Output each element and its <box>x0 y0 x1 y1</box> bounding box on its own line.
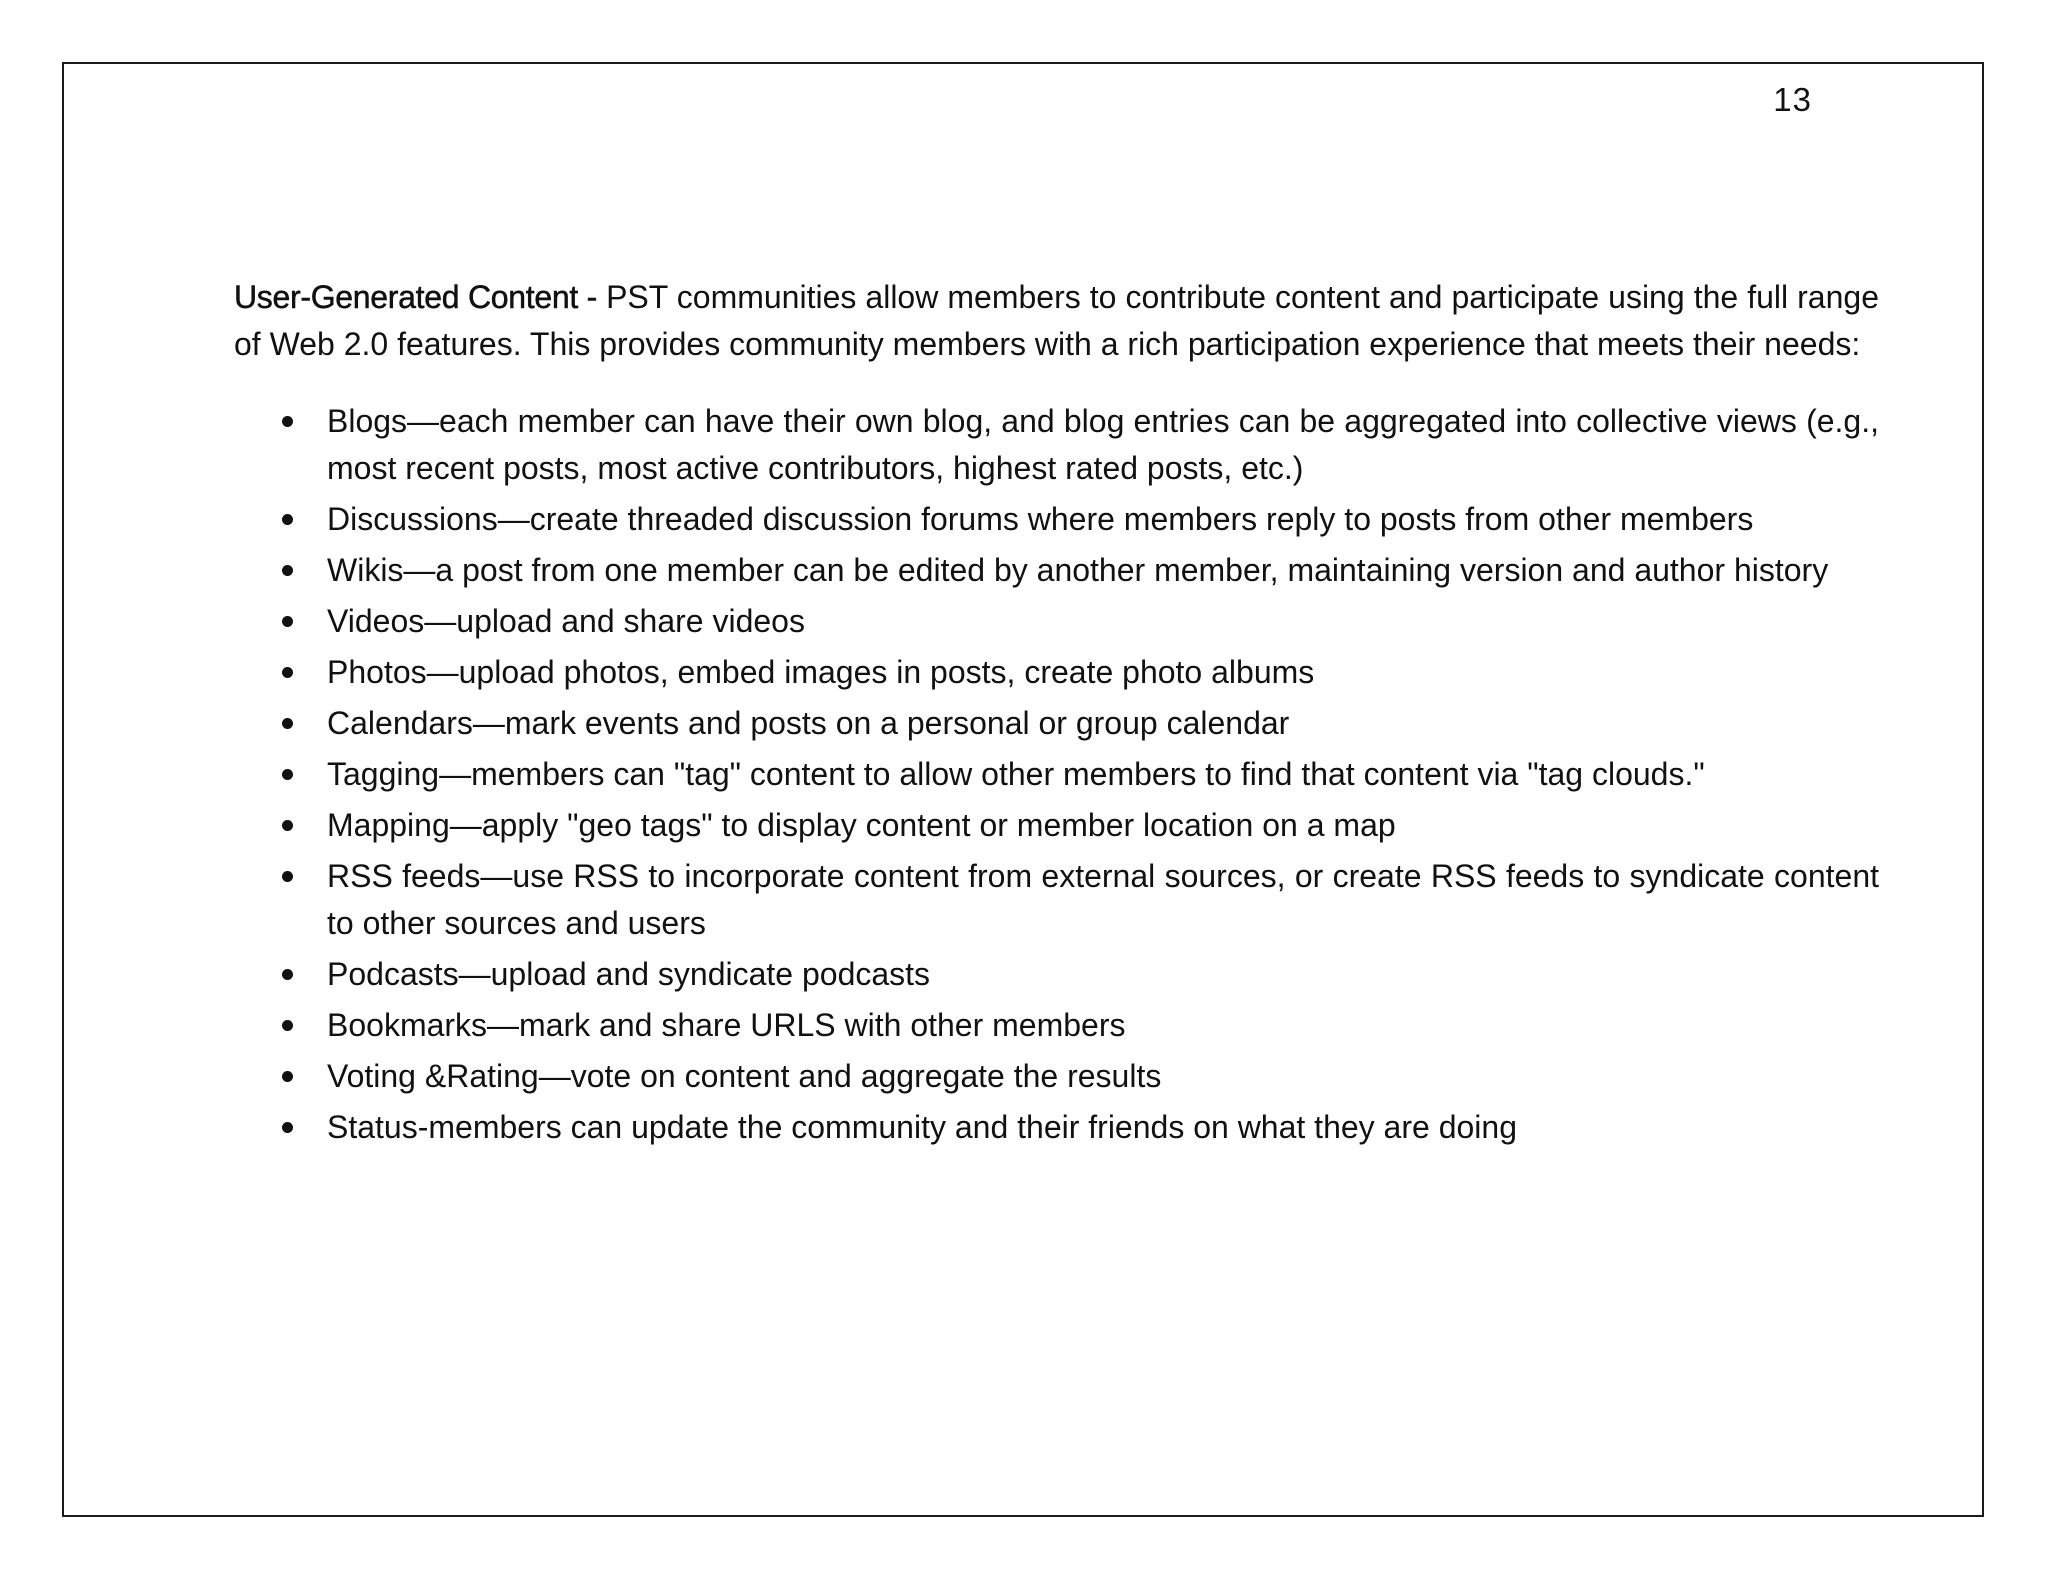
section-heading: User-Generated Content - <box>234 279 598 315</box>
bullet-icon <box>282 514 293 525</box>
list-item-text: Discussions—create threaded discussion forums where members reply to posts from other members <box>327 501 1754 537</box>
list-item-text: Voting &Rating—vote on content and aggregate the results <box>327 1058 1162 1094</box>
list-item <box>234 398 1879 492</box>
list-item-text: Blogs—each member can have their own blog, and blog entries can be aggregated into collective views (e.g., most recent posts, most active contributors, highest rated posts, etc.) <box>327 403 1879 486</box>
bullet-icon <box>282 1122 293 1133</box>
list-item-text: Wikis—a post from one member can be edited by another member, maintaining version and author history <box>327 552 1829 588</box>
list-item <box>234 547 1879 594</box>
list-item <box>234 802 1879 849</box>
bullet-icon <box>282 667 293 678</box>
list-item <box>234 649 1879 696</box>
bullet-icon <box>282 718 293 729</box>
list-item-text: Mapping—apply "geo tags" to display content or member location on a map <box>327 807 1396 843</box>
intro-paragraph <box>234 274 1879 368</box>
list-item-text: Status-members can update the community and their friends on what they are doing <box>327 1109 1517 1145</box>
list-item <box>234 1053 1879 1100</box>
bullet-icon <box>282 969 293 980</box>
feature-list <box>234 398 1879 1151</box>
list-item <box>234 700 1879 747</box>
page-number: 13 <box>1773 81 1812 118</box>
page-content <box>234 274 1879 1155</box>
list-item <box>234 1002 1879 1049</box>
list-item <box>234 951 1879 998</box>
bullet-icon <box>282 820 293 831</box>
bullet-icon <box>282 416 293 427</box>
list-item-text: Photos—upload photos, embed images in posts, create photo albums <box>327 654 1315 690</box>
list-item-text: Videos—upload and share videos <box>327 603 805 639</box>
bullet-icon <box>282 769 293 780</box>
list-item <box>234 853 1879 947</box>
list-item <box>234 496 1879 543</box>
bullet-icon <box>282 1020 293 1031</box>
page-frame <box>62 62 1984 1517</box>
intro-text: PST communities allow members to contribute content and participate using the full range of Web 2.0 features. This provides community members with a rich participation experience that meets their needs: <box>234 279 1879 362</box>
list-item-text: Calendars—mark events and posts on a personal or group calendar <box>327 705 1290 741</box>
list-item-text: Podcasts—upload and syndicate podcasts <box>327 956 931 992</box>
bullet-icon <box>282 616 293 627</box>
bullet-icon <box>282 1071 293 1082</box>
list-item <box>234 598 1879 645</box>
bullet-icon <box>282 565 293 576</box>
list-item <box>234 1104 1879 1151</box>
list-item <box>234 751 1879 798</box>
bullet-icon <box>282 871 293 882</box>
list-item-text: Tagging—members can "tag" content to allow other members to find that content via "tag clouds." <box>327 756 1705 792</box>
list-item-text: Bookmarks—mark and share URLS with other members <box>327 1007 1126 1043</box>
list-item-text: RSS feeds—use RSS to incorporate content from external sources, or create RSS feeds to syndicate content to other sources and users <box>327 858 1879 941</box>
